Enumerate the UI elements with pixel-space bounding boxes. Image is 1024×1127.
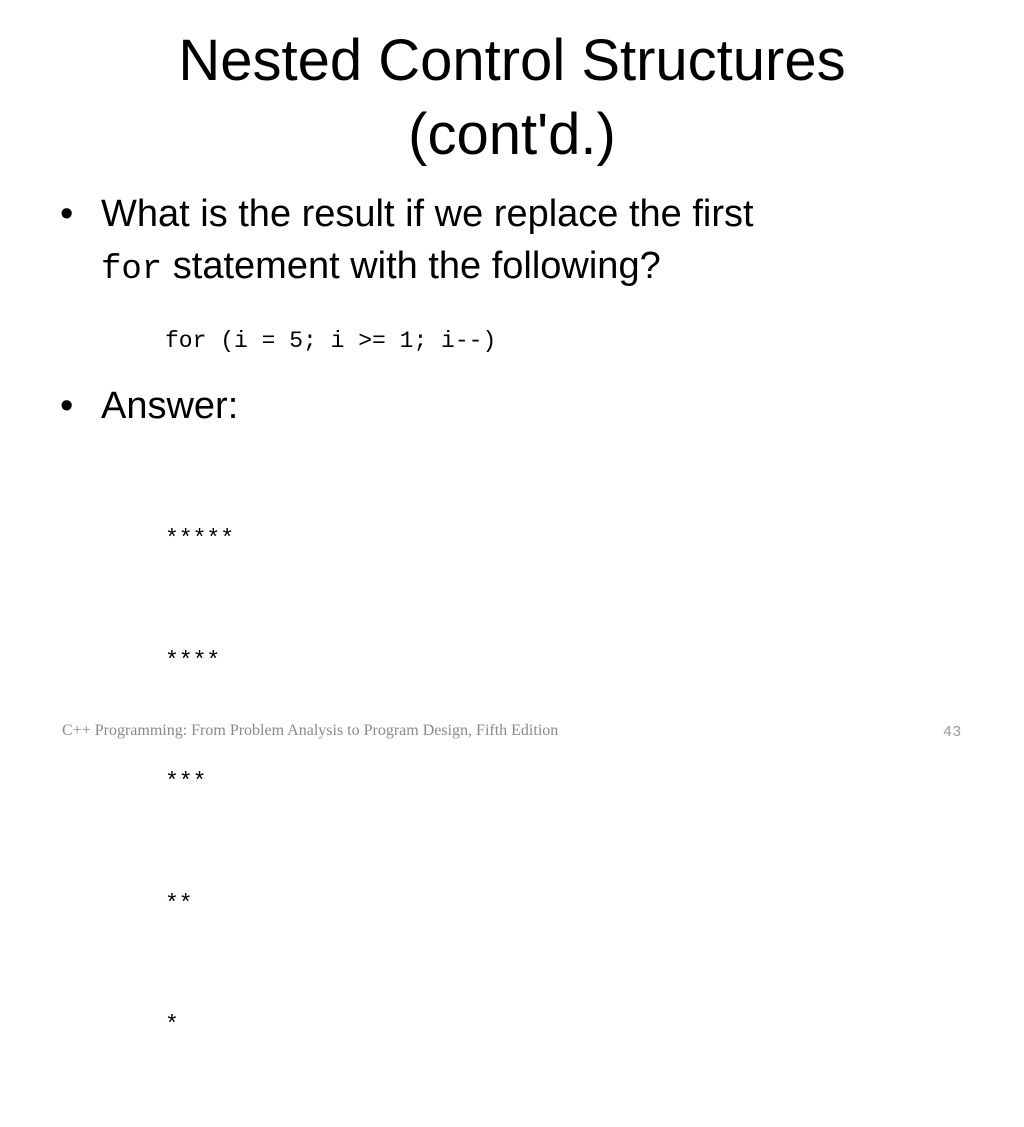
slide-title-line-1: Nested Control Structures [178, 28, 846, 93]
code-for-statement: for (i = 5; i >= 1; i--) [165, 328, 497, 354]
question-text-part-2: statement with the following? [162, 245, 661, 287]
answer-line-4: ** [165, 890, 193, 917]
bullet-answer-text: Answer: [101, 385, 239, 427]
bullet-dot-icon: • [60, 193, 74, 235]
page-number: 43 [943, 723, 962, 740]
inline-code-for: for [101, 251, 163, 289]
answer-line-3: *** [165, 769, 207, 795]
answer-line-5: * [165, 1012, 179, 1038]
footer-book-title: C++ Programming: From Problem Analysis to Program Design, Fifth Edition [62, 722, 559, 739]
question-text-part-1: What is the result if we replace the first [101, 193, 754, 235]
answer-line-2: **** [165, 647, 221, 674]
slide-title [0, 24, 1024, 172]
slide-title-line-2: (cont'd.) [408, 102, 616, 167]
bullet-question [60, 188, 940, 298]
answer-line-1: ***** [165, 526, 235, 552]
bullet-answer [60, 380, 460, 432]
bullet-dot-icon: • [60, 385, 74, 427]
bullet-question-text [101, 188, 921, 296]
answer-output [165, 438, 234, 1127]
